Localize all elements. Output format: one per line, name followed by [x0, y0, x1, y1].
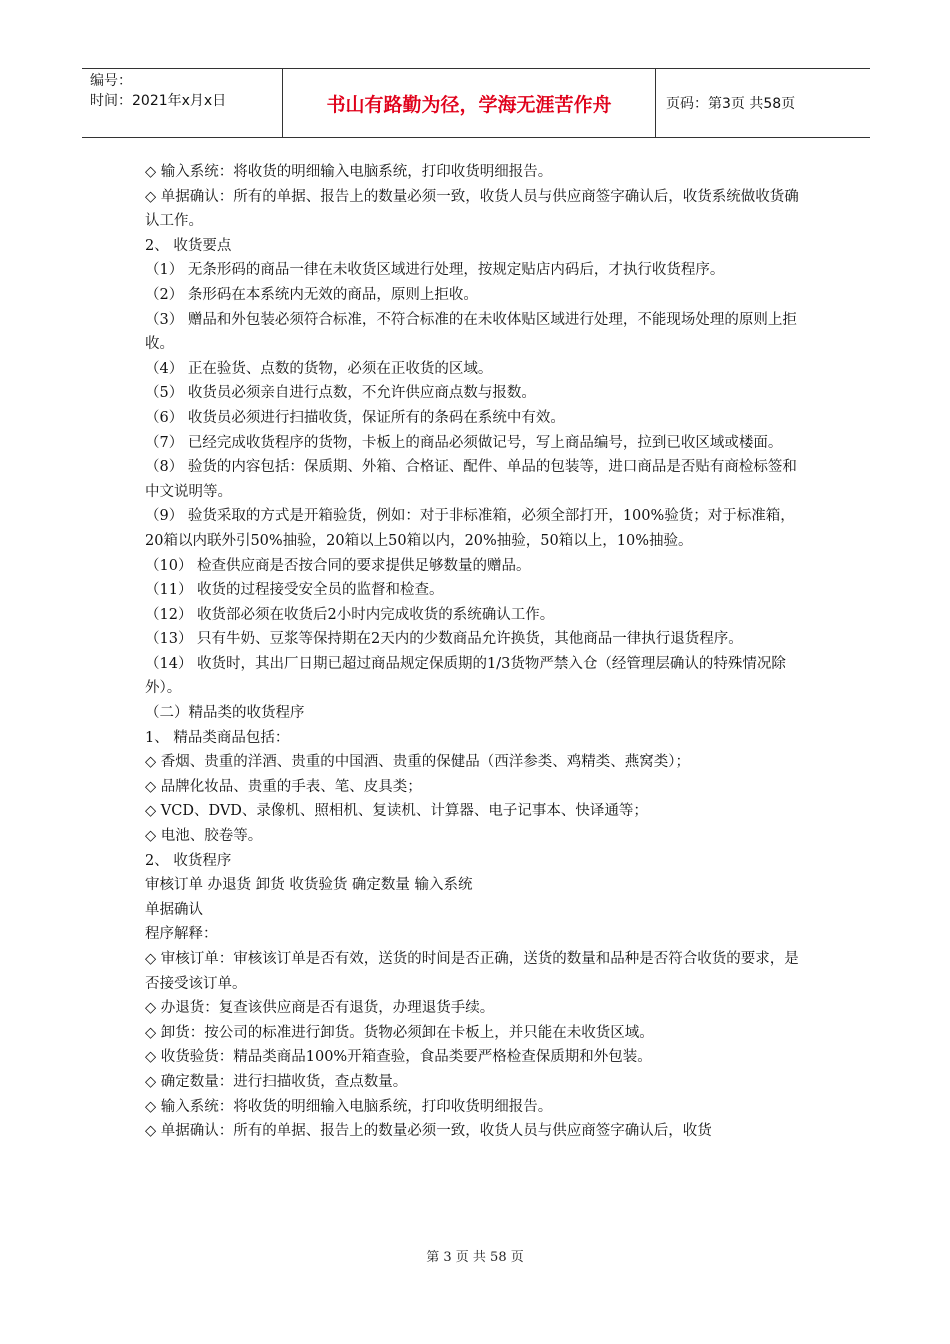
- header-motto: 书山有路勤为径，学海无涯苦作舟: [282, 69, 656, 137]
- page-header: [82, 68, 870, 138]
- list-item: （10） 检查供应商是否按合同的要求提供足够数量的赠品。: [145, 557, 531, 574]
- page-footer: 第 3 页 共 58 页: [426, 1250, 524, 1265]
- list-item: （12） 收货部必须在收货后2小时内完成收货的系统确认工作。: [145, 606, 555, 623]
- paragraph: ◇ 卸货：按公司的标准进行卸货。货物必须卸在卡板上，并只能在未收货区域。: [145, 1024, 654, 1041]
- list-item: （7） 已经完成收货程序的货物，卡板上的商品必须做记号，写上商品编号，拉到已收区域或楼面。: [145, 434, 783, 451]
- list-item: （14） 收货时，其出厂日期已超过商品规定保质期的1/3货物严禁入仓（经管理层确认的特殊情况除外）。: [145, 655, 786, 697]
- date-label: 时间：2021年x月x日: [90, 93, 227, 109]
- section-heading: （二）精品类的收货程序: [145, 705, 305, 722]
- paragraph: ◇ 收货验货：精品类商品100%开箱查验，食品类要严格检查保质期和外包装。: [145, 1049, 652, 1066]
- paragraph: 单据确认: [145, 901, 203, 918]
- header-page-info: 页码：第3页 共58页: [666, 96, 796, 112]
- paragraph: ◇ 审核订单：审核该订单是否有效，送货的时间是否正确，送货的数量和品种是否符合收货的要求，是否接受该订单。: [145, 951, 799, 992]
- paragraph: ◇ 单据确认：所有的单据、报告上的数量必须一致，收货人员与供应商签字确认后，收货系统做收货确认工作。: [145, 188, 799, 230]
- section-heading: 2、 收货要点: [145, 237, 232, 254]
- paragraph: ◇ VCD、DVD、录像机、照相机、复读机、计算器、电子记事本、快译通等；: [145, 803, 648, 820]
- header-meta: [82, 69, 282, 137]
- paragraph: 程序解释：: [145, 926, 218, 943]
- document-body: [145, 160, 810, 1144]
- paragraph: ◇ 确定数量：进行扫描收货，查点数量。: [145, 1073, 408, 1090]
- paragraph: ◇ 电池、胶卷等。: [145, 828, 263, 845]
- paragraph: ◇ 单据确认：所有的单据、报告上的数量必须一致，收货人员与供应商签字确认后，收货: [145, 1123, 712, 1140]
- section-heading: 2、 收货程序: [145, 852, 232, 869]
- paragraph: ◇ 品牌化妆品、贵重的手表、笔、皮具类；: [145, 778, 422, 795]
- code-label: 编号：: [90, 73, 132, 89]
- list-item: （2） 条形码在本系统内无效的商品，原则上拒收。: [145, 286, 478, 303]
- list-item: （11） 收货的过程接受安全员的监督和检查。: [145, 582, 444, 599]
- list-item: （4） 正在验货、点数的货物，必须在正收货的区域。: [145, 360, 493, 377]
- section-heading: 1、 精品类商品包括：: [145, 729, 290, 746]
- list-item: （6） 收货员必须进行扫描收货，保证所有的条码在系统中有效。: [145, 409, 565, 426]
- list-item: （8） 验货的内容包括：保质期、外箱、合格证、配件、单品的包装等，进口商品是否贴有商检标签和中文说明等。: [145, 459, 797, 500]
- paragraph: ◇ 香烟、贵重的洋酒、贵重的中国酒、贵重的保健品（西洋参类、鸡精类、燕窝类）；: [145, 754, 691, 771]
- list-item: （3） 赠品和外包装必须符合标准，不符合标准的在未收体贴区域进行处理，不能现场处理的原则上拒收。: [145, 311, 797, 353]
- list-item: （13） 只有牛奶、豆浆等保持期在2天内的少数商品允许换货，其他商品一律执行退货程序。: [145, 631, 743, 648]
- paragraph: ◇ 输入系统：将收货的明细输入电脑系统，打印收货明细报告。: [145, 1098, 553, 1115]
- paragraph: 审核订单 办退货 卸货 收货验货 确定数量 输入系统: [145, 877, 473, 894]
- paragraph: ◇ 办退货：复查该供应商是否有退货，办理退货手续。: [145, 1000, 495, 1017]
- list-item: （1） 无条形码的商品一律在未收货区域进行处理，按规定贴店内码后，才执行收货程序。: [145, 262, 725, 279]
- list-item: （5） 收货员必须亲自进行点数，不允许供应商点数与报数。: [145, 385, 536, 402]
- list-item: （9） 验货采取的方式是开箱验货，例如：对于非标准箱，必须全部打开，100%验货；对于标准箱，20箱以内联外引50%抽验，20箱以上50箱以内，20%抽验，50箱以上，10%抽验。: [145, 508, 795, 549]
- paragraph: ◇ 输入系统：将收货的明细输入电脑系统，打印收货明细报告。: [145, 164, 553, 180]
